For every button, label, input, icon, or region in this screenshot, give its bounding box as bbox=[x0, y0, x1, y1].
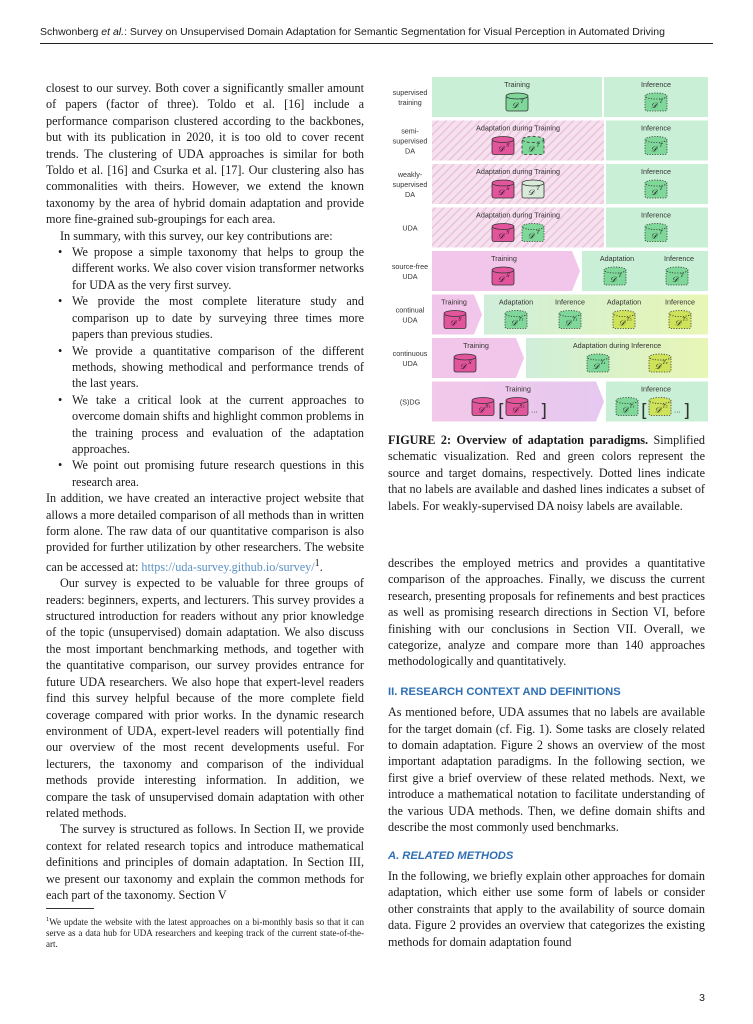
target-domain-icon-top bbox=[645, 224, 667, 230]
phase-label: Adaptation bbox=[498, 297, 534, 307]
target-domain-icon-sup: T bbox=[536, 142, 540, 149]
target-domain-icon-sup: T₁ bbox=[518, 316, 524, 323]
source-domain-icon-label: 𝒟 bbox=[497, 188, 505, 197]
target-domain-icon-sup: T bbox=[659, 99, 663, 105]
ellipsis: ... bbox=[674, 406, 681, 415]
list-item: • We take a critical look at the current approaches to overcome domain shifts and highlight common problems in the training process and evaluation of the adaptation approaches. bbox=[72, 392, 364, 458]
paragraph: closest to our survey. Both cover a significantly smaller amount of papers (factor of three). Toldo et al. [16] include a performance comparison clustered according to the backbones, but with its publication in 2020, it is too old to cover recent trends. The clustering of UDA approaches is similar for both Toldo et al. [16] and Csurka et al. [17]. Our clustering also has commonalities with theirs. However, we extend the known taxonomy by the area of hybrid domain adaptation and provide more fine-grained sub-groupings for each area. bbox=[46, 81, 364, 227]
phase-label: Inference bbox=[664, 254, 694, 263]
target-domain-icon-label: 𝒟 bbox=[621, 405, 629, 415]
target-domain-icon-top bbox=[649, 354, 671, 360]
source-domain-icon-sup: S bbox=[468, 360, 472, 366]
target-domain-icon-sup: T bbox=[659, 186, 663, 192]
target-domain-icon-sup: T₂ bbox=[662, 403, 668, 410]
target-domain-icon-label: 𝒟 bbox=[564, 318, 572, 328]
target-domain-icon-top bbox=[645, 180, 667, 186]
target-domain-icon-top bbox=[613, 311, 635, 317]
phase-label: Training bbox=[504, 80, 530, 89]
phase-label: Adaptation during Training bbox=[476, 123, 560, 133]
target-domain-icon-sup: T₂ bbox=[682, 316, 688, 323]
target-domain-icon-label: 𝒟 bbox=[650, 231, 658, 241]
paragraph: In addition, we have created an interactive project website that allows a more detailed comparison of all methods than in written form alone. The raw data of our quantitative comparison is also provided for further utilization by other researchers. The website can be accessed at: https://uda-survey.github.io/survey/$^1$. bbox=[46, 491, 364, 574]
phase-label: Inference bbox=[641, 384, 671, 394]
target-domain-icon-sup: T bbox=[520, 99, 524, 105]
target-domain-icon-top bbox=[645, 137, 667, 143]
target-domain-icon-sup: T bbox=[680, 273, 684, 279]
target-domain-icon-sup: T̃ bbox=[536, 186, 540, 192]
source-domain-icon-sup: S bbox=[506, 273, 510, 279]
source-domain-icon-sup: S bbox=[506, 142, 510, 149]
target-domain-icon-sup: T₂ bbox=[662, 360, 668, 366]
source-domain-icon-sup: S bbox=[458, 316, 462, 323]
target-domain-icon-top bbox=[559, 311, 581, 317]
source-domain-icon-sup: S bbox=[506, 186, 510, 192]
paragraph: In summary, with this survey, our key contributions are: bbox=[60, 228, 333, 243]
target-domain-icon-label: 𝒟 bbox=[674, 318, 682, 328]
target-domain-icon-top bbox=[522, 224, 544, 230]
target-domain-icon-label: 𝒟 bbox=[510, 318, 518, 328]
row-label: continual bbox=[395, 305, 425, 315]
target-domain-icon-top bbox=[604, 267, 626, 273]
target-domain-icon-top bbox=[645, 93, 667, 99]
source-domain-icon-sup: S₂ bbox=[519, 403, 525, 410]
adaptation-paradigms-figure bbox=[388, 76, 708, 428]
row-label: DA bbox=[405, 189, 415, 199]
row-label: (S)DG bbox=[399, 397, 421, 407]
source-domain-icon-sup: S bbox=[506, 229, 510, 236]
list-item: • We point out promising future research questions in this research area. bbox=[72, 457, 364, 490]
left-column bbox=[46, 80, 364, 903]
row-label: UDA bbox=[402, 358, 418, 368]
footnote: $^1$We update the website with the latest approaches on a bi-monthly basis so that it can serve as a data hub for UDA researchers and keeping track of the current state-of-the-art. bbox=[46, 916, 364, 950]
list-item: • We provide the most complete literature study and comparison up to date by surveying three times more papers than previous studies. bbox=[72, 293, 364, 342]
row-label: DA bbox=[405, 146, 415, 156]
target-domain-icon-label: 𝒟 bbox=[527, 188, 535, 197]
target-domain-icon-top bbox=[506, 93, 528, 99]
phase-label: Adaptation during Training bbox=[476, 167, 560, 176]
row-label: UDA bbox=[402, 223, 418, 233]
target-domain-icon-label: 𝒟 bbox=[671, 275, 679, 284]
source-domain-icon-label: 𝒟 bbox=[449, 318, 457, 328]
target-domain-icon-top bbox=[649, 398, 671, 404]
target-domain-icon-top bbox=[666, 267, 688, 273]
section-heading: II. RESEARCH CONTEXT AND DEFINITIONS bbox=[388, 685, 621, 698]
source-domain-icon-label: 𝒟 bbox=[497, 231, 505, 241]
paragraph: describes the employed metrics and provides a quantitative comparison of the approaches. Finally, we discuss the current research, presenting proposals for refinements and best practices as well as promising research directions in Section VI, before finishing with our conclusions in Section VII. Overall, we categorize, analyze and compare more than 140 approaches methodologically and quantitatively. bbox=[388, 556, 705, 669]
target-domain-icon-sup: T₂ bbox=[626, 316, 632, 323]
row-label: UDA bbox=[402, 315, 418, 325]
phase-label: Training bbox=[463, 341, 489, 350]
phase-label: Inference bbox=[665, 297, 695, 307]
target-domain-icon-sup: T bbox=[536, 229, 540, 236]
paragraph: In the following, we briefly explain other approaches for domain adaptation, which either use some form of labels or consider other constraints that apply to the availability of source domain data. Figure 2 provides an overview that categorizes the existing methods for domain adaptation found bbox=[388, 868, 705, 949]
list-item: • We provide a quantitative comparison of the different methods, showing methodical and performance trends of the last years. bbox=[72, 343, 364, 392]
phase-label: Adaptation during Inference bbox=[572, 341, 662, 350]
target-domain-icon-sup: T₁ bbox=[629, 403, 635, 410]
target-domain-icon-label: 𝒟 bbox=[527, 144, 535, 154]
footnote-mark: 1 bbox=[314, 557, 320, 569]
source-domain-icon-label: 𝒟 bbox=[477, 405, 485, 415]
subsection-heading: A. RELATED METHODS bbox=[388, 849, 514, 862]
phase-label: Inference bbox=[641, 123, 671, 133]
phase-label: Inference bbox=[641, 167, 671, 176]
row-label: supervised bbox=[392, 136, 428, 146]
row-label: UDA bbox=[402, 271, 418, 281]
row-label: continuous bbox=[392, 348, 428, 358]
target-domain-icon-sup: T bbox=[659, 229, 663, 236]
paragraph: The survey is structured as follows. In Section II, we provide context for related research topics and introduce mathematical definitions and principles of domain adaptation. In Section III, we present our taxonomy and explain the common methods for each part of the taxonomy. Section V bbox=[46, 822, 364, 902]
target-domain-icon-label: 𝒟 bbox=[618, 318, 626, 328]
page-number: 3 bbox=[699, 992, 705, 1004]
source-domain-icon-label: 𝒟 bbox=[497, 275, 505, 284]
target-domain-icon-top bbox=[505, 311, 527, 317]
target-domain-icon-sup: T bbox=[659, 142, 663, 149]
target-domain-icon-sup: T bbox=[618, 273, 622, 279]
header-rule bbox=[40, 43, 713, 44]
phase-label: Adaptation bbox=[599, 254, 635, 263]
bracket: ] bbox=[683, 400, 691, 422]
target-domain-icon-label: 𝒟 bbox=[511, 101, 519, 110]
paragraph: As mentioned before, UDA assumes that no labels are available for the target domain (cf. Fig. 1). Some tasks are closely related to domain adaptation. Figure 2 shows an overview of the most important adaptation paradigms. In the following section, we first give a brief overview of these related methods. Next, we introduce a mathematical notation to facilitate understanding of the various UDA methods. Then, we define domain shifts and describe the most commonly used benchmarks. bbox=[388, 705, 705, 835]
ellipsis: ... bbox=[531, 406, 538, 415]
website-link[interactable]: https://uda-survey.github.io/survey/ bbox=[141, 559, 315, 574]
phase-label: Inference bbox=[641, 80, 671, 89]
target-domain-icon-top bbox=[616, 398, 638, 404]
row-label: weakly- bbox=[397, 169, 423, 179]
phase-label: Training bbox=[505, 384, 531, 394]
source-domain-icon-label: 𝒟 bbox=[459, 362, 467, 371]
target-domain-icon-label: 𝒟 bbox=[650, 101, 658, 110]
target-domain-icon-top bbox=[522, 137, 544, 143]
target-domain-icon-top bbox=[587, 354, 609, 360]
phase-label: Adaptation during Training bbox=[476, 210, 560, 220]
row-label: source-free bbox=[391, 261, 429, 271]
running-header: Schwonberg et al.: Survey on Unsupervised Domain Adaptation for Semantic Segmentation for Visual Perception in Automated Driving bbox=[40, 26, 665, 38]
bracket: ] bbox=[540, 400, 548, 422]
target-domain-icon-label: 𝒟 bbox=[527, 231, 535, 241]
target-domain-icon-top bbox=[669, 311, 691, 317]
bracket: [ bbox=[641, 400, 649, 422]
target-domain-icon-label: 𝒟 bbox=[609, 275, 617, 284]
phase-label: Inference bbox=[641, 210, 671, 220]
row-label: semi- bbox=[401, 126, 419, 136]
source-domain-icon-top bbox=[492, 137, 514, 143]
source-domain-icon-top bbox=[492, 224, 514, 230]
bracket: [ bbox=[498, 400, 506, 422]
target-domain-icon-label: 𝒟 bbox=[592, 362, 600, 371]
target-domain-icon-sup: T₁ bbox=[600, 360, 606, 366]
source-domain-icon-label: 𝒟 bbox=[497, 144, 505, 154]
source-domain-icon-top bbox=[492, 180, 514, 186]
target-domain-icon-label: 𝒟 bbox=[650, 144, 658, 154]
row-label: supervised bbox=[392, 179, 428, 189]
target-domain-icon-label: 𝒟 bbox=[650, 188, 658, 197]
phase-label: Training bbox=[441, 297, 467, 307]
footnote-rule bbox=[46, 908, 94, 909]
phase-label: Adaptation bbox=[606, 297, 642, 307]
source-domain-icon-top bbox=[492, 267, 514, 273]
source-domain-icon-sup: S₁ bbox=[485, 403, 491, 410]
list-item: • We propose a simple taxonomy that helps to group the different works. We also cover vision transformer networks for UDA as the very first survey. bbox=[72, 244, 364, 293]
contributions-list bbox=[46, 244, 364, 490]
phase-label: Training bbox=[491, 254, 517, 263]
target-domain-icon-label: 𝒟 bbox=[654, 405, 662, 415]
figure-caption: FIGURE 2: Overview of adaptation paradigms. Simplified schematic visualization. Red and green colors represent the source and target domains, respectively. Dotted lines indicate that no labels are available and dashed lines indicates a subset of labels. For weakly-supervised DA noisy labels are available. bbox=[388, 433, 705, 513]
target-domain-icon-label: 𝒟 bbox=[654, 362, 662, 371]
source-domain-icon-label: 𝒟 bbox=[511, 405, 519, 415]
row-label: supervised bbox=[392, 87, 428, 97]
phase-label: Inference bbox=[555, 297, 585, 307]
target-domain-icon-top bbox=[522, 180, 544, 186]
source-domain-icon-top bbox=[454, 354, 476, 360]
source-domain-icon-top bbox=[444, 311, 466, 317]
target-domain-icon-sup: T₁ bbox=[572, 316, 578, 323]
paragraph: Our survey is expected to be valuable for three groups of readers: beginners, experts, and lecturers. This survey provides a structured introduction for readers without any prior knowledge of the topic (unsupervised) domain adaptation. We also discuss the most important benchmarking methods, and together with the quantitative comparison, our survey provides entrance for future UDA researchers. We also hope that expert-level readers find this survey helpful because of the more complete field coverage compared with prior works. In the dynamic research environment of UDA, expert-level readers will potentially find our overview of the most recent developments useful. For lecturers, the taxonomy and comparison of the individual methods provide interesting information. In addition, we compare the task of unsupervised domain adaptation with other related methods. bbox=[46, 576, 364, 820]
right-column bbox=[388, 555, 705, 950]
row-label: training bbox=[398, 97, 422, 107]
